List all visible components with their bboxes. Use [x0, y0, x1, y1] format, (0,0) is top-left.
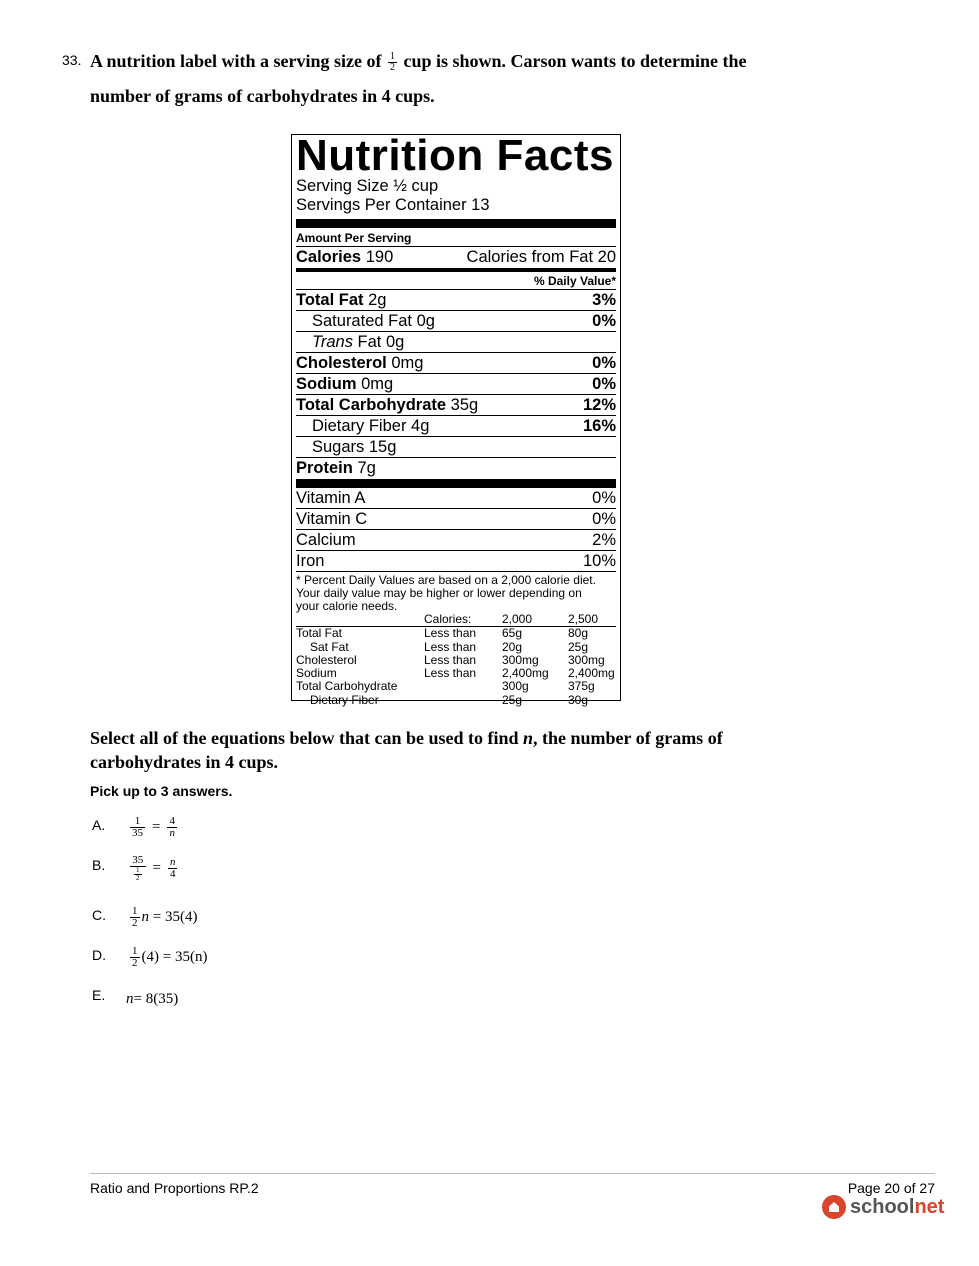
nutrient-row-sodium: Sodium 0mg 0%	[296, 375, 616, 393]
prompt-line-1: Select all of the equations below that can be used to find n, the number of grams of	[90, 728, 723, 748]
nutrient-row-sugars: Sugars 15g	[296, 437, 616, 458]
vitamin-row-iron: Iron 10%	[296, 552, 616, 570]
servings-per-container: Servings Per Container 13	[296, 196, 490, 214]
vitamin-row-vitamin-a: Vitamin A 0%	[296, 489, 616, 507]
footer-divider	[90, 1173, 935, 1174]
nutrient-row-trans-fat: Trans Fat 0g	[296, 332, 616, 353]
amount-per-serving: Amount Per Serving	[296, 230, 616, 247]
nutrient-row-total-fat: Total Fat 2g 3%	[296, 291, 616, 309]
vitamin-row-vitamin-c: Vitamin C 0%	[296, 510, 616, 528]
daily-values-table: Total Fat Less than 65g 80g Sat Fat Less than 20g 25g Cholesterol Less than 300mg 300mg Sodium Less than 2,400mg 2,400mg Total Carbohydrate 300g 375g Dietary Fiber 25g 30g	[296, 626, 615, 707]
divider-thick	[296, 219, 616, 228]
daily-value-header: % Daily Value*	[296, 273, 616, 290]
nutrition-facts-label	[291, 131, 621, 707]
question-line-2: number of grams of carbohydrates in 4 cups.	[90, 86, 435, 106]
option-b-label[interactable]: B.	[92, 857, 106, 873]
nutrient-row-cholesterol: Cholesterol 0mg 0%	[296, 354, 616, 372]
footer-title: Ratio and Proportions RP.2	[90, 1180, 259, 1196]
nutrient-row-saturated-fat: Saturated Fat 0g 0%	[296, 311, 616, 332]
footnote: * Percent Daily Values are based on a 2,000 calorie diet. Your daily value may be higher or lower depending on your calorie needs.	[296, 573, 596, 613]
pick-instruction: Pick up to 3 answers.	[90, 783, 233, 799]
prompt-line-2: carbohydrates in 4 cups.	[90, 752, 279, 772]
house-icon	[822, 1195, 846, 1219]
nutrient-row-dietary-fiber: Dietary Fiber 4g 16%	[296, 416, 616, 437]
option-d-label[interactable]: D.	[92, 947, 106, 963]
divider-thick	[296, 479, 616, 488]
serving-size: Serving Size ½ cup	[296, 177, 439, 195]
nutrient-row-protein: Protein 7g	[296, 459, 376, 477]
nutrient-row-total-carbohydrate: Total Carbohydrate 35g 12%	[296, 396, 616, 414]
question-number: 33.	[62, 52, 82, 68]
daily-values-table-header: Calories: 2,000 2,500	[296, 613, 616, 627]
option-a-equation[interactable]: $\frac{1}{35}$ = $\frac{4}{n}$	[132, 815, 175, 839]
fraction-one-half: $\frac{1}{2}$	[390, 51, 395, 74]
option-c-label[interactable]: C.	[92, 907, 106, 923]
divider-medium	[296, 268, 616, 272]
label-title: Nutrition Facts	[296, 131, 614, 180]
option-a-label[interactable]: A.	[92, 817, 106, 833]
vitamin-row-calcium: Calcium 2%	[296, 531, 616, 549]
option-b-equation[interactable]: $\frac{35}{\frac{1}{2}}$ = $\frac{n}{4}$	[128, 855, 179, 882]
option-e-equation[interactable]: n = 8(35)	[126, 991, 179, 1007]
page-number: Page 20 of 27	[847, 1180, 935, 1196]
option-c-equation[interactable]: $\frac{1}{2}$ n = 35(4)	[132, 905, 198, 929]
calories-row: Calories 190 Calories from Fat 20	[296, 248, 616, 266]
schoolnet-logo: schoolnet	[822, 1195, 944, 1219]
option-e-label[interactable]: E.	[92, 987, 106, 1003]
question-line-1: A nutrition label with a serving size of $\frac{1}{2}$ cup is shown. Carson wants to determine the	[90, 51, 747, 74]
option-d-equation[interactable]: $\frac{1}{2}$ (4) = 35(n)	[132, 945, 208, 969]
